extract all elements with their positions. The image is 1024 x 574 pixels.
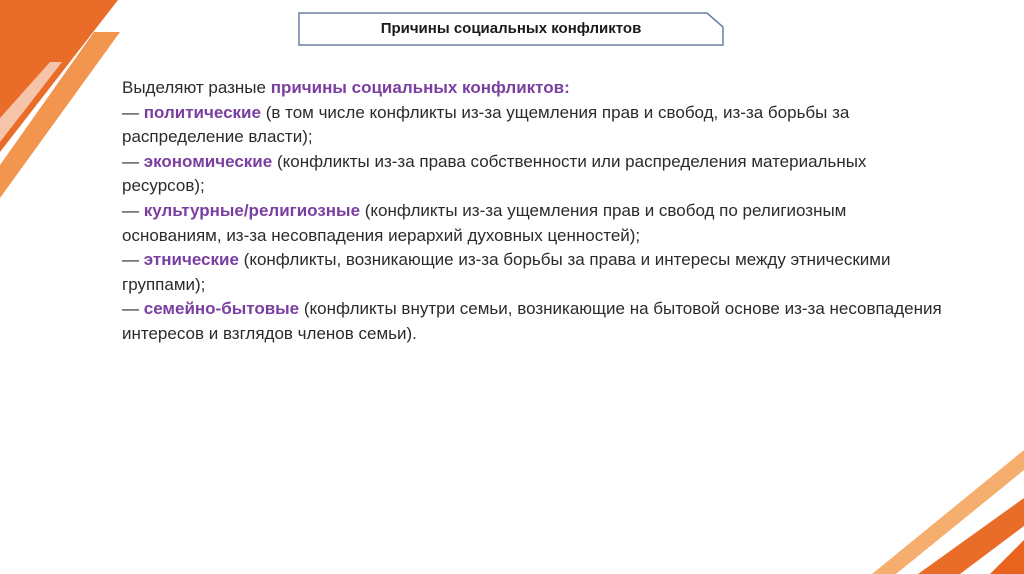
list-item xyxy=(122,150,942,199)
intro-highlight: причины социальных конфликтов: xyxy=(270,78,570,97)
list-item xyxy=(122,199,942,248)
item-term: семейно-бытовые xyxy=(143,299,300,319)
item-term: политические xyxy=(143,102,261,122)
intro-lead: Выделяют разные xyxy=(122,78,271,97)
item-term: экономические xyxy=(143,151,273,171)
item-description: (конфликты, возникающие из-за борьбы за права и интересы между этническими группами); xyxy=(122,250,891,294)
intro-line xyxy=(122,76,942,101)
item-term: этнические xyxy=(143,250,239,270)
item-term: культурные/религиозные xyxy=(143,200,361,220)
top-left-stripes xyxy=(0,0,120,198)
item-description: (конфликты из-за права собственности или распределения материальных ресурсов); xyxy=(122,151,867,196)
list-item xyxy=(122,248,942,297)
content-body xyxy=(122,76,942,347)
list-item xyxy=(122,101,942,150)
dash: — xyxy=(122,200,139,220)
dash: — xyxy=(122,250,139,270)
dash: — xyxy=(122,151,139,171)
page-title: Причины социальных конфликтов xyxy=(380,20,642,37)
title-box xyxy=(298,12,724,46)
list-item xyxy=(122,297,942,346)
dash: — xyxy=(122,299,139,319)
bottom-right-stripes xyxy=(872,450,1024,574)
dash: — xyxy=(122,102,139,122)
item-description: (конфликты внутри семьи, возникающие на бытовой основе из-за несовпадения интересов и взглядов членов семьи). xyxy=(122,299,942,343)
item-description: (в том числе конфликты из-за ущемления прав и свобод, из-за борьбы за распределение власти); xyxy=(122,102,850,147)
item-description: (конфликты из-за ущемления прав и свобод по религиозным основаниям, из-за несовпадения иерархий духовных ценностей); xyxy=(122,200,847,245)
